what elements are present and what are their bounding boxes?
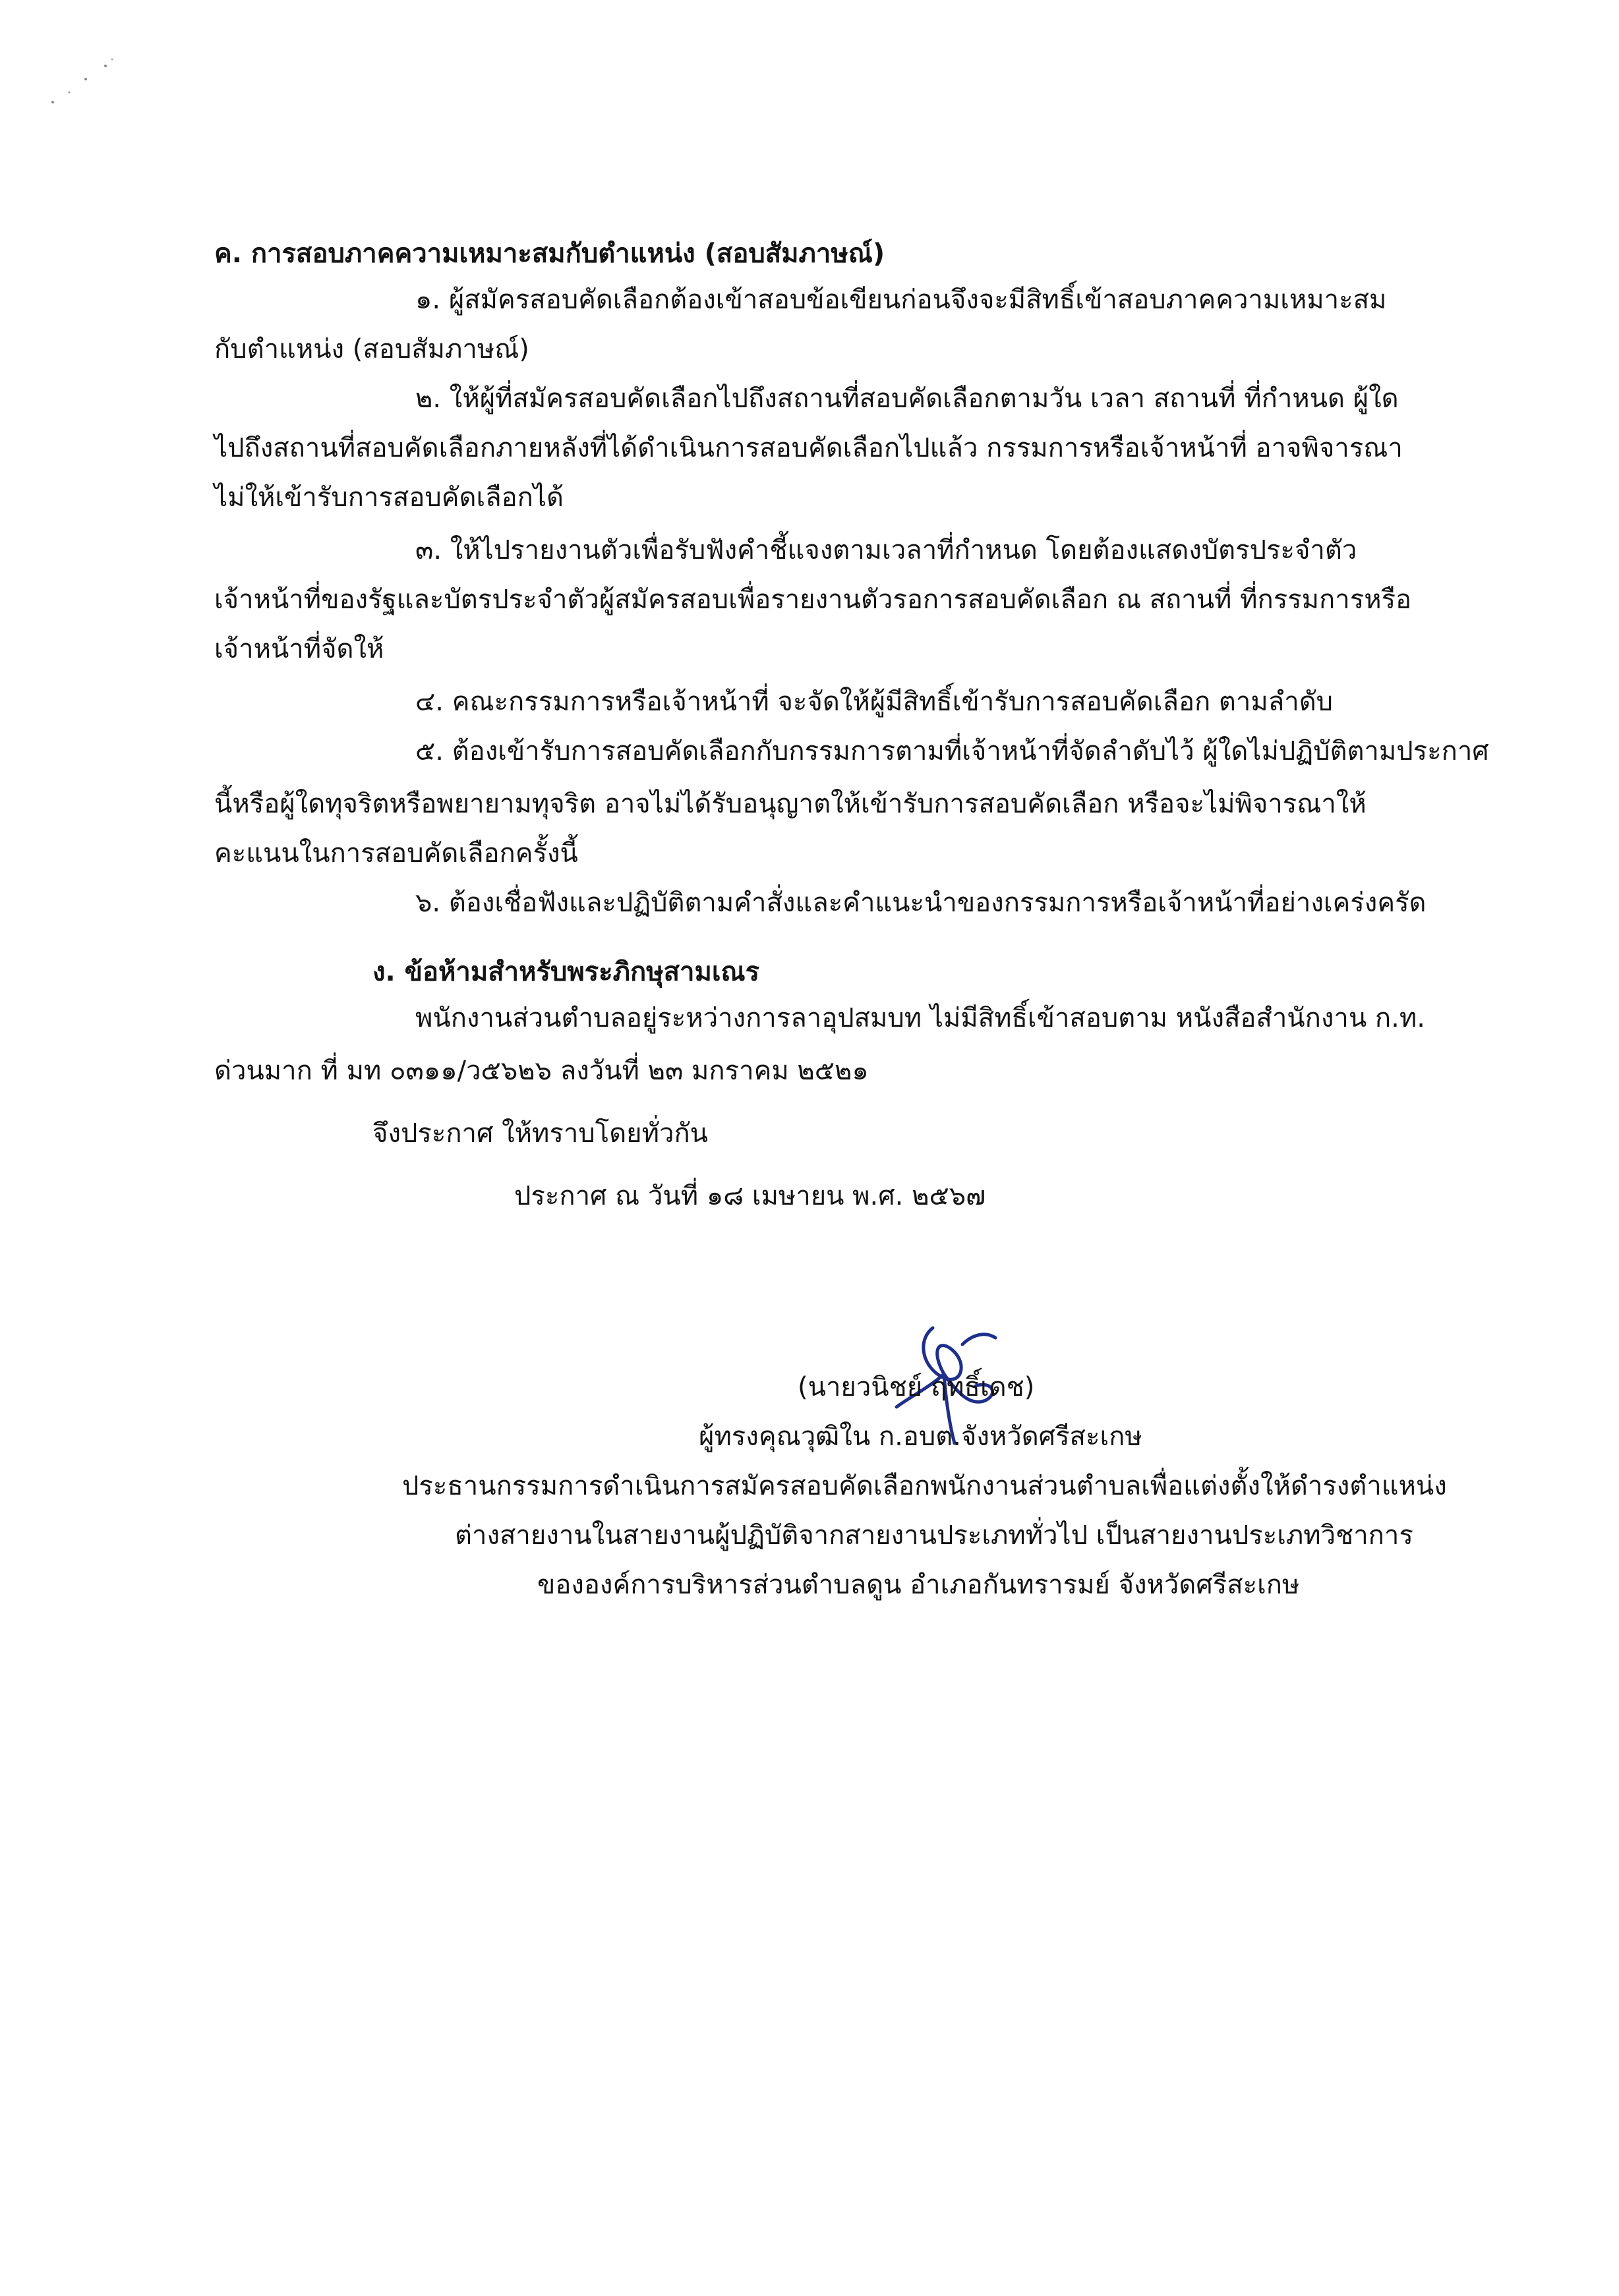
item-1-line-2: กับตำแหน่ง (สอบสัมภาษณ์) — [214, 334, 529, 364]
item-3-line-2: เจ้าหน้าที่ของรัฐและบัตรประจำตัวผู้สมัครสอบเพื่อรายงานตัวรอการสอบคัดเลือก ณ สถานที่ ที่กรรมการหรือ — [214, 585, 1412, 615]
item-4-line-1: ๔. คณะกรรมการหรือเจ้าหน้าที่ จะจัดให้ผู้มีสิทธิ์เข้ารับการสอบคัดเลือก ตามลำดับ — [415, 687, 1334, 717]
item-2-line-3: ไม่ให้เข้ารับการสอบคัดเลือกได้ — [214, 482, 564, 513]
section-d-line-1: พนักงานส่วนตำบลอยู่ระหว่างการลาอุปสมบท ไม่มีสิทธิ์เข้าสอบตาม หนังสือสำนักงาน ก.ท. — [415, 1003, 1425, 1033]
signer-role-line-1: ประธานกรรมการดำเนินการสมัครสอบคัดเลือกพนักงานส่วนตำบลเพื่อแต่งตั้งให้ดำรงตำแหน่ง — [402, 1471, 1447, 1501]
signer-name: (นายวนิชย์ ฤทธิ์เดช) — [798, 1372, 1035, 1402]
item-5-line-3: คะแนนในการสอบคัดเลือกครั้งนี้ — [214, 838, 578, 869]
item-5-line-1: ๕. ต้องเข้ารับการสอบคัดเลือกกับกรรมการตามที่เจ้าหน้าที่จัดลำดับไว้ ผู้ใดไม่ปฏิบัติตามประกาศ — [415, 736, 1489, 766]
item-5-line-2: นี้หรือผู้ใดทุจริตหรือพยายามทุจริต อาจไม่ได้รับอนุญาตให้เข้ารับการสอบคัดเลือก หรือจะไม่พิจารณาให้ — [214, 789, 1367, 819]
scan-speck-marks — [40, 53, 132, 119]
signer-role-line-2: ต่างสายงานในสายงานผู้ปฏิบัติจากสายงานประเภททั่วไป เป็นสายงานประเภทวิชาการ — [455, 1520, 1413, 1551]
section-d-line-2: ด่วนมาก ที่ มท ๐๓๑๑/ว๕๖๒๖ ลงวันที่ ๒๓ มกราคม ๒๕๒๑ — [214, 1056, 869, 1086]
item-1-line-1: ๑. ผู้สมัครสอบคัดเลือกต้องเข้าสอบข้อเขียนก่อนจึงจะมีสิทธิ์เข้าสอบภาคความเหมาะสม — [415, 285, 1387, 315]
item-3-line-3: เจ้าหน้าที่จัดให้ — [214, 634, 384, 664]
section-c-heading: ค. การสอบภาคความเหมาะสมกับตำแหน่ง (สอบสัมภาษณ์) — [214, 239, 885, 269]
closing-statement: จึงประกาศ ให้ทราบโดยทั่วกัน — [372, 1118, 709, 1149]
signer-role-line-3: ขององค์การบริหารส่วนตำบลดูน อำเภอกันทรารมย์ จังหวัดศรีสะเกษ — [537, 1570, 1300, 1600]
item-6-line-1: ๖. ต้องเชื่อฟังและปฏิบัติตามคำสั่งและคำแนะนำของกรรมการหรือเจ้าหน้าที่อย่างเคร่งครัด — [415, 888, 1427, 918]
announcement-date: ประกาศ ณ วันที่ ๑๘ เมษายน พ.ศ. ๒๕๖๗ — [514, 1181, 986, 1211]
section-d-heading: ง. ข้อห้ามสำหรับพระภิกษุสามเณร — [372, 957, 760, 987]
item-2-line-1: ๒. ให้ผู้ที่สมัครสอบคัดเลือกไปถึงสถานที่สอบคัดเลือกตามวัน เวลา สถานที่ ที่กำหนด ผู้ใด — [415, 384, 1399, 414]
signer-position: ผู้ทรงคุณวุฒิใน ก.อบต.จังหวัดศรีสะเกษ — [699, 1421, 1142, 1452]
item-2-line-2: ไปถึงสถานที่สอบคัดเลือกภายหลังที่ได้ดำเนินการสอบคัดเลือกไปแล้ว กรรมการหรือเจ้าหน้าที่ อาจพิจารณา — [214, 433, 1403, 463]
item-3-line-1: ๓. ให้ไปรายงานตัวเพื่อรับฟังคำชี้แจงตามเวลาที่กำหนด โดยต้องแสดงบัตรประจำตัว — [415, 535, 1357, 565]
